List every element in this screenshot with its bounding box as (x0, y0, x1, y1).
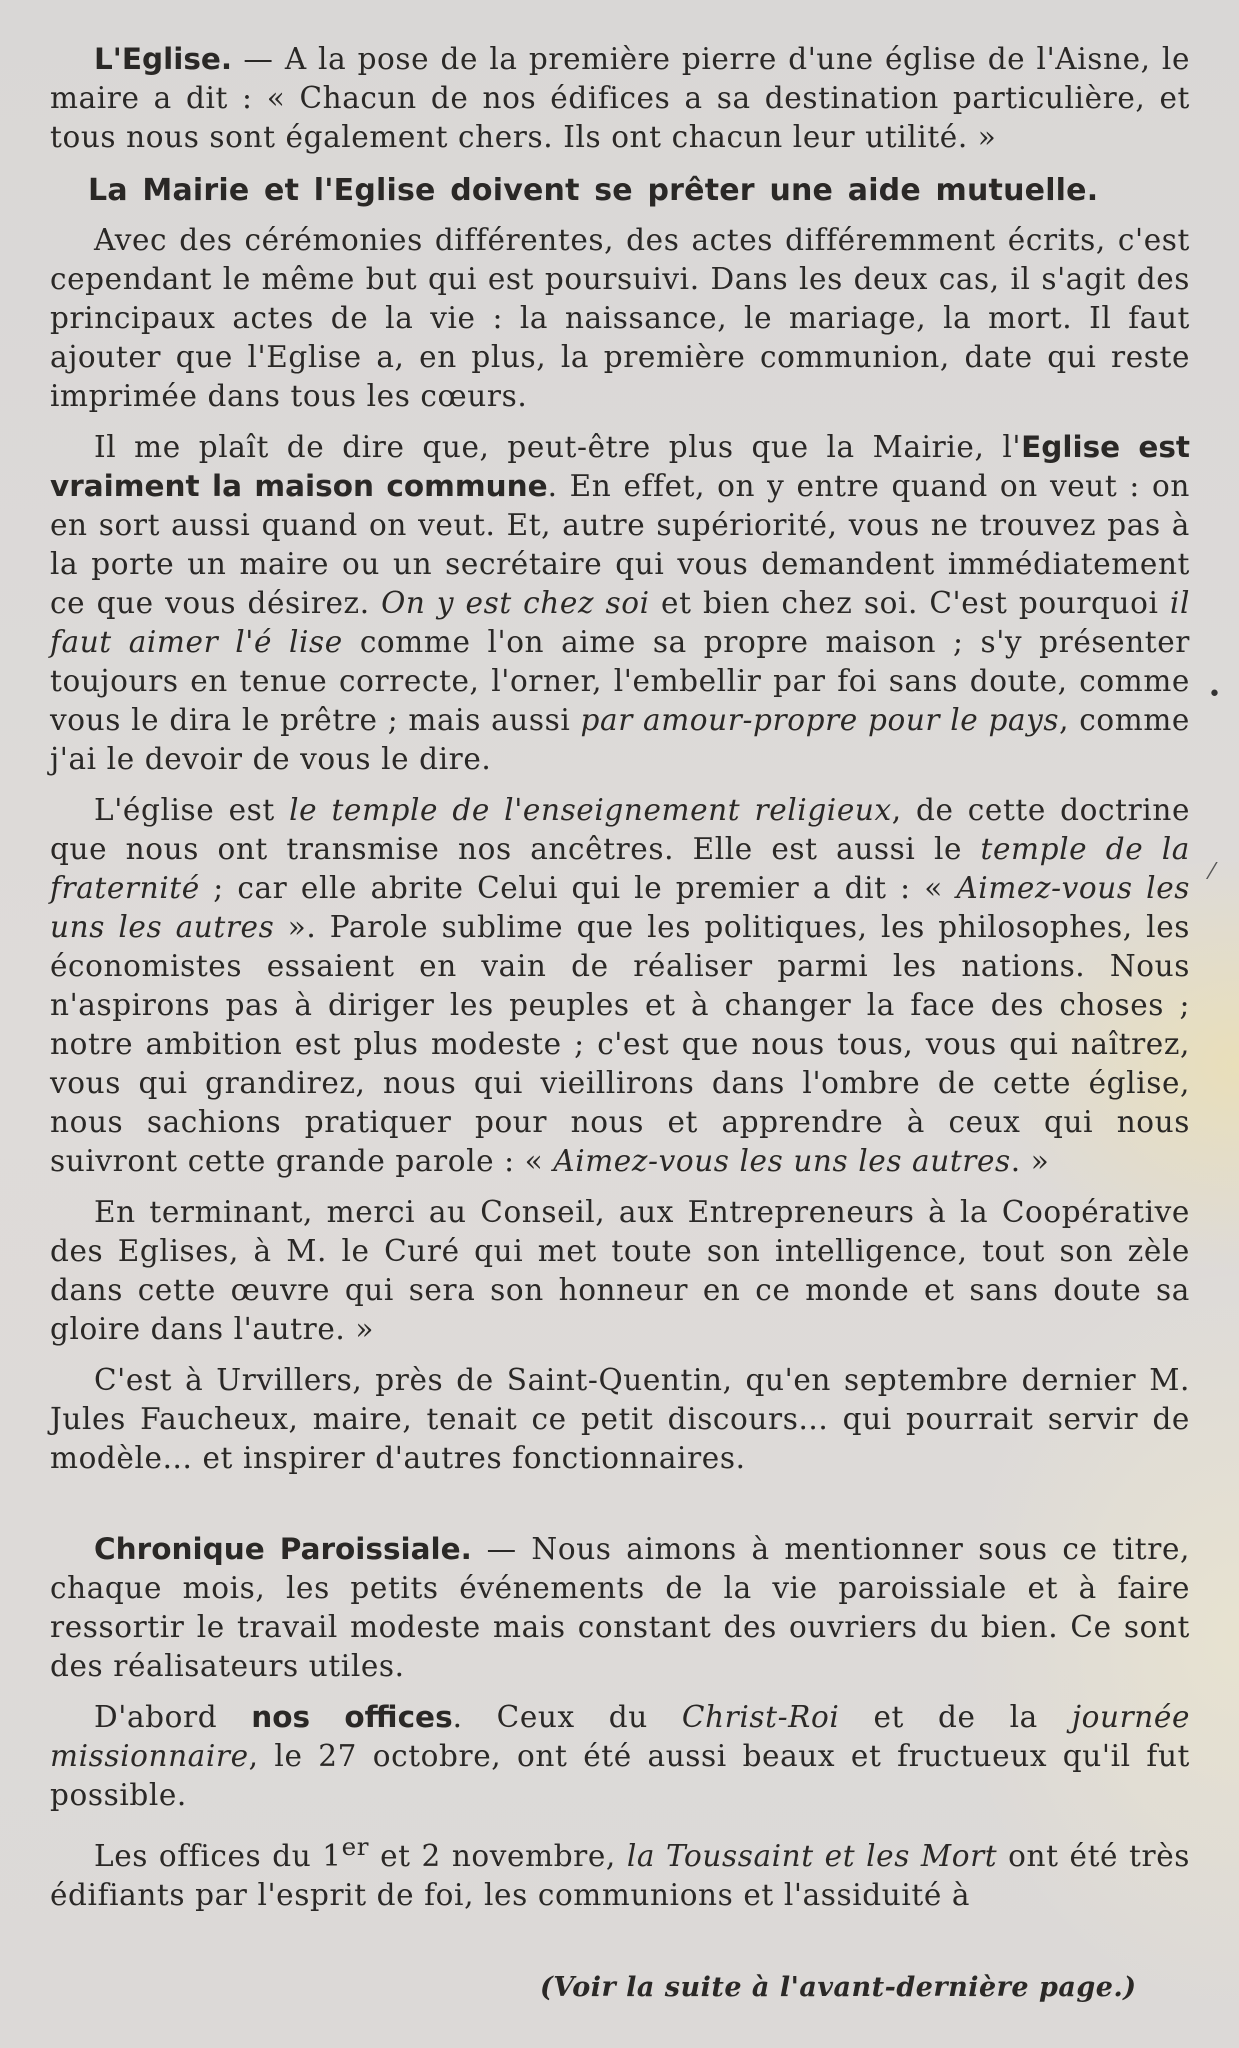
paragraph-temple (50, 791, 1190, 1181)
paragraph-text: — A la pose de la première pierre d'une église de l'Aisne, le maire a dit : « Chacun de nos édifices a sa destination particulière, et tous nous sont également chers. Ils ont chacun leur utilité. » (50, 42, 1190, 154)
italic-run: il faut aimer l'é lise (50, 586, 1190, 659)
text-run: . » (1010, 1144, 1050, 1178)
text-run: , de cette doctrine que nous ont transmise nos ancêtres. Elle est aussi le (50, 793, 1190, 866)
margin-pencil-mark: ⁄ (1210, 860, 1214, 885)
italic-run: Aimez-vous les uns les autres (553, 1144, 1011, 1178)
italic-run: le temple de l'enseignement religieux (289, 793, 892, 827)
text-run: et 2 novembre, (369, 1838, 627, 1873)
text-run: ; car elle abrite Celui qui le premier a dit : « (199, 871, 957, 905)
italic-run: temple de la fraternité (50, 832, 1190, 905)
paragraph-ceremonies: Avec des cérémonies différentes, des actes différemment écrits, c'est cependant le même but qui est poursuivi. Dans les deux cas, il s'agit des principaux actes de la vie : la naissance, le mariage, la mort. Il faut ajouter que l'Eglise a, en plus, la première communion, date qui reste imprimée dans tous les cœurs. (50, 223, 1190, 413)
text-run: . En effet, on y entre quand on veut : on en sort aussi quand on veut. Et, autre supériorité, vous ne trouvez pas à la porte un maire ou un secrétaire qui vous demandent immédiatement ce que vous désirez. (50, 469, 1190, 620)
text-run: L'église est (94, 793, 290, 827)
margin-dot-mark: • (1208, 682, 1221, 707)
text-run: comme l'on aime sa propre maison ; s'y présenter toujours en tenue correcte, l'orner, l'embellir par foi sans doute, comme vous le dira le prêtre ; mais aussi (50, 625, 1191, 737)
section-title-chronique: Chronique Paroissiale. (94, 1532, 472, 1566)
paragraph-maison-commune (50, 428, 1190, 779)
text-run: et de la (839, 1700, 1072, 1734)
italic-run: par amour-propre pour le pays (580, 703, 1060, 737)
text-column (50, 40, 1190, 1927)
headline-mairie-eglise: La Mairie et l'Eglise doivent se prêter une aide mutuelle. (88, 173, 1099, 208)
italic-run: journée missionnaire (50, 1700, 1190, 1773)
italic-run: On y est chez soi (381, 586, 650, 620)
continued-note: (Voir la suite à l'avant-dernière page.) (540, 1972, 1137, 2003)
paragraph-remerciements: En terminant, merci au Conseil, aux Entrepreneurs à la Coopérative des Eglises, à M. le Curé qui met toute son intelligence, tout son zèle dans cette œuvre qui sera son honneur en ce monde et sans doute sa gloire dans l'autre. » (50, 1195, 1190, 1346)
paragraph-offices (50, 1698, 1190, 1815)
superscript-run: er (341, 1832, 370, 1861)
section-gap (50, 1490, 1190, 1530)
text-run: ont été très édifiants par l'esprit de foi, les communions et l'assiduité à (50, 1838, 1191, 1912)
paragraph-urvillers: C'est à Urvillers, près de Saint-Quentin, qu'en septembre dernier M. Jules Faucheux, maire, tenait ce petit discours... qui pourrait servir de modèle... et inspirer d'autres fonctionnaires. (50, 1363, 1190, 1475)
italic-run: Christ-Roi (681, 1700, 840, 1734)
paragraph-chronique-intro (50, 1530, 1190, 1686)
paragraph-text: — Nous aimons à mentionner sous ce titre, chaque mois, les petits événements de la vie paroissiale et à faire ressortir le travail modeste mais constant des ouvriers du bien. Ce sont des réalisateurs utiles. (50, 1532, 1190, 1683)
text-run: et bien chez soi. C'est pourquoi (649, 586, 1170, 620)
text-run: , le 27 octobre, ont été aussi beaux et fructueux qu'il fut possible. (50, 1739, 1190, 1812)
text-run: ». Parole sublime que les politiques, les philosophes, les économistes essaient en vain de réaliser parmi les nations. Nous n'aspirons pas à diriger les peuples et à changer la face des choses ; notre ambition est plus modeste ; c'est que nous tous, vous qui naîtrez, vous qui grandirez, nous qui vieillirons dans l'ombre de cette église, nous sachions pratiquer pour nous et apprendre à ceux qui nous suivront cette grande parole : « (50, 910, 1190, 1178)
bold-run: Eglise est vraiment la maison commune (50, 430, 1190, 503)
section-title-eglise: L'Eglise. (94, 42, 233, 76)
text-run: Il me plaît de dire que, peut-être plus que la Mairie, l' (94, 430, 1022, 464)
bold-run: nos offices (251, 1700, 453, 1734)
text-run: . Ceux du (452, 1700, 682, 1734)
paragraph-eglise-intro (50, 40, 1190, 157)
text-run: , comme j'ai le devoir de vous le dire. (50, 703, 1190, 776)
paragraph-toussaint (50, 1827, 1190, 1915)
text-run: Les offices du 1 (94, 1838, 342, 1873)
italic-run: la Toussaint et les Mort (626, 1838, 998, 1873)
text-run: D'abord (94, 1700, 252, 1734)
italic-run: Aimez-vous les uns les autres (50, 871, 1190, 944)
